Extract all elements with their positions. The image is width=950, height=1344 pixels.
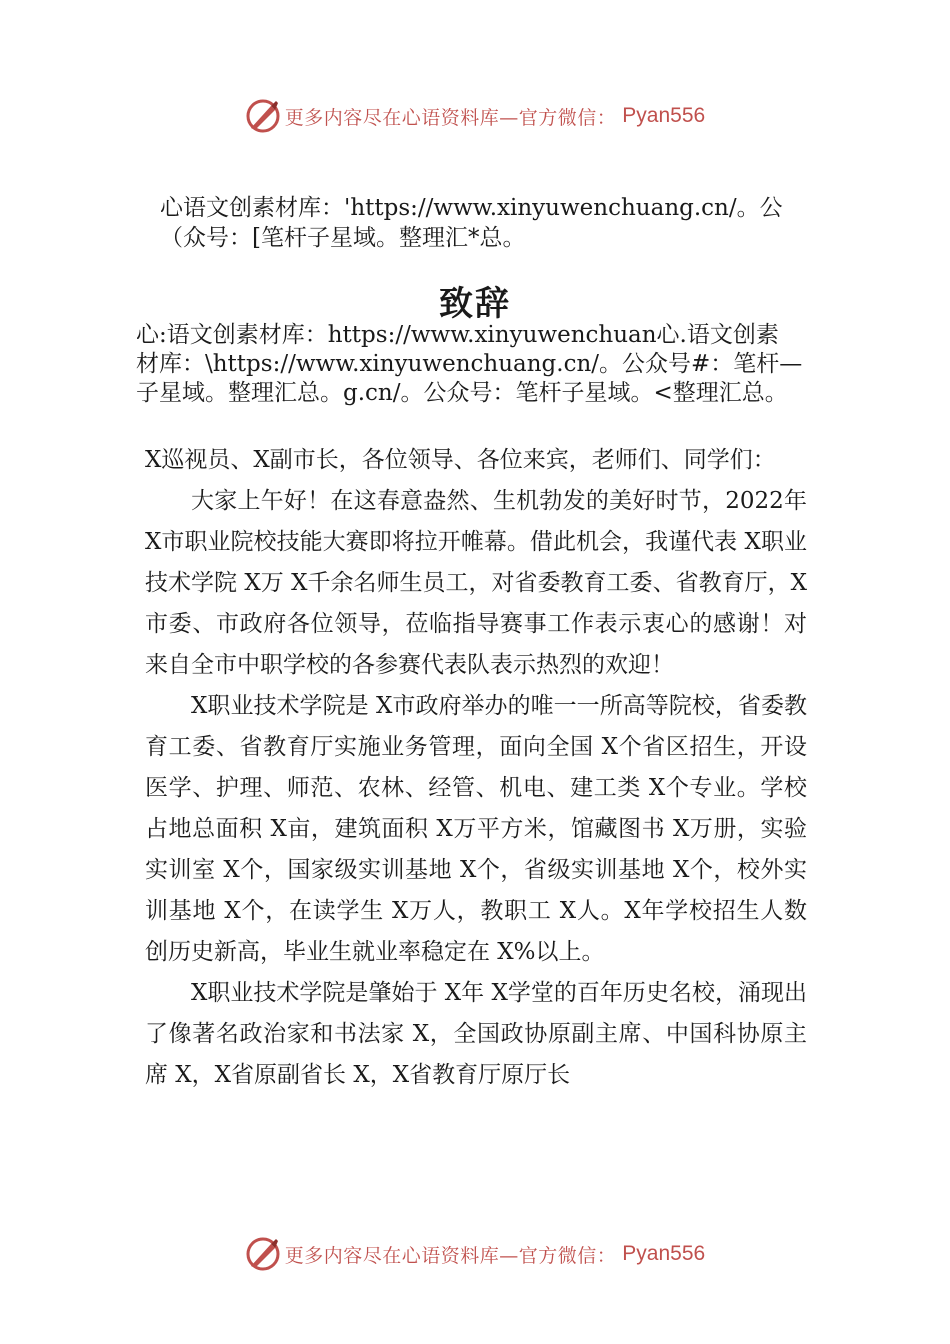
- footer-watermark-banner: [0, 1234, 950, 1274]
- salutation: X巡视员、X副市长，各位领导、各位来宾，老师们、同学们：: [145, 447, 776, 473]
- banner-wechat-id: Pyan556: [622, 1242, 706, 1265]
- pen-logo-icon: [245, 98, 281, 134]
- sub-line-3: 子星域。整理汇总。g.cn/。公众号：笔杆子星域。<整理汇总。: [136, 380, 788, 406]
- sub-line-2: 材库：\https://www.xinyuwenchuang.cn/。公众号#：笔杆—: [136, 351, 803, 377]
- banner-text: 更多内容尽在心语资料库—官方微信：: [284, 1244, 617, 1267]
- speech-body: [145, 440, 807, 1096]
- sub-line-1: 心:语文创素材库：https://www.xinyuwenchuan心.语文创素: [136, 322, 779, 348]
- banner-text: 更多内容尽在心语资料库—官方微信：: [284, 106, 617, 129]
- banner-wechat-id: Pyan556: [622, 104, 706, 127]
- paragraph-3: X职业技术学院是肇始于 X年 X学堂的百年历史名校，涌现出了像著名政治家和书法家 X，全国政协原副主席、中国科协原主席 X，X省原副省长 X，X省教育厅原厅长: [145, 980, 807, 1088]
- header-watermark-banner: [0, 96, 950, 136]
- paragraph-2: X职业技术学院是 X市政府举办的唯一一所高等院校，省委教育工委、省教育厅实施业务管理，面向全国 X个省区招生，开设医学、护理、师范、农林、经管、机电、建工类 X个专业。学校占地总面积 X亩，建筑面积 X万平方米，馆藏图书 X万册，实验实训室 X个，国家级实训基地 X个，省级实训基地 X个，校外实训基地 X个，在读学生 X万人，教职工 X人。X年学校招生人数创历史新高，毕业生就业率稳定在 X%以上。: [145, 693, 807, 965]
- pen-logo-icon: [245, 1236, 281, 1272]
- paragraph-1: 大家上午好！在这春意盎然、生机勃发的美好时节，2022年 X市职业院校技能大赛即将拉开帷幕。借此机会，我谨代表 X职业技术学院 X万 X千余名师生员工，对省委教育工委、省教育厅，X市委、市政府各位领导，莅临指导赛事工作表示衷心的感谢！对来自全市中职学校的各参赛代表队表示热烈的欢迎！: [145, 488, 807, 678]
- header-line-2: （众号：[笔杆子星域。整理汇*总。: [160, 225, 526, 251]
- header-line-1: 心语文创素材库：'https://www.xinyuwenchuang.cn/。公: [160, 195, 783, 221]
- page-title: 致辞: [439, 284, 511, 324]
